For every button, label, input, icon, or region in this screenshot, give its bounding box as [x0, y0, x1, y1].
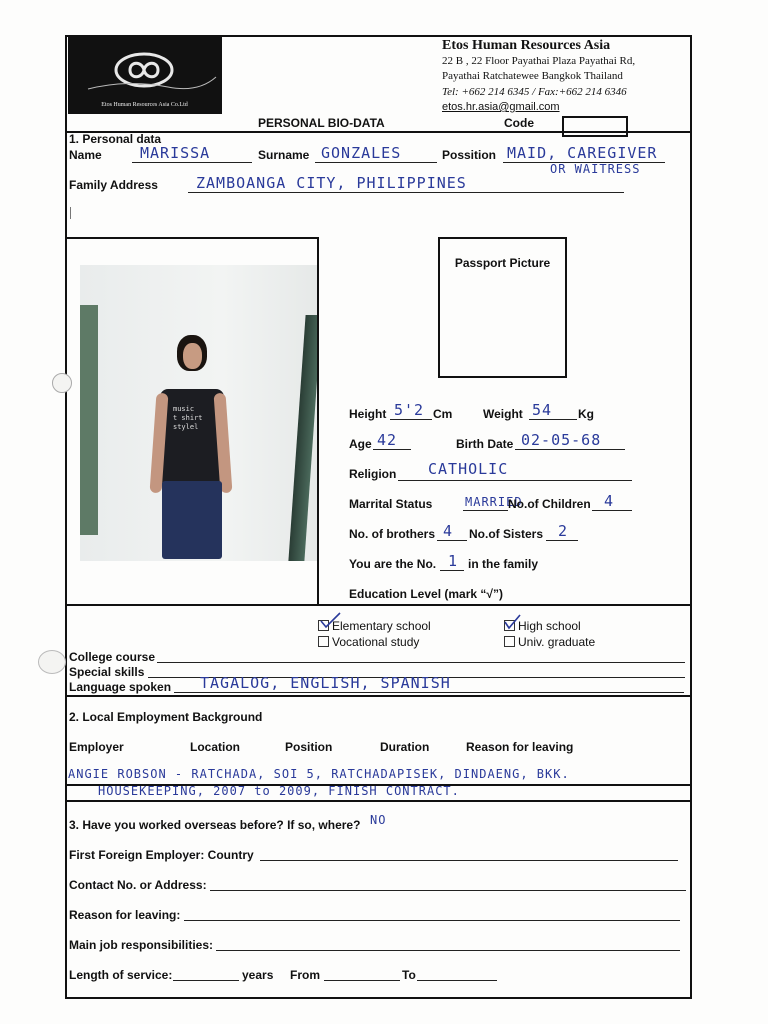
company-email-link[interactable]: etos.hr.asia@gmail.com	[442, 101, 560, 113]
col-duration: Duration	[380, 740, 430, 754]
punch-hole	[52, 373, 72, 393]
company-address-1: 22 B , 22 Floor Payathai Plaza Payathai Rd,	[442, 54, 636, 67]
edu-vocational-label: Vocational study	[332, 635, 420, 649]
name-field[interactable]	[132, 144, 252, 163]
punch-hole	[38, 650, 66, 674]
family-address-value: ZAMBOANGA CITY, PHILIPPINES	[196, 174, 467, 192]
logo-caption: Etos Human Resources Asia Co.Ltd	[101, 102, 188, 108]
brothers-field[interactable]	[437, 522, 467, 541]
section1-heading: 1. Personal data	[69, 132, 162, 146]
col-location: Location	[190, 740, 240, 754]
contact-label: Contact No. or Address:	[69, 878, 207, 892]
from-label: From	[290, 968, 320, 982]
college-course-label: College course	[69, 650, 156, 664]
handwritten-check-icon	[320, 612, 342, 630]
religion-label: Religion	[349, 467, 397, 481]
brothers-label: No. of brothers	[349, 527, 435, 541]
children-field[interactable]	[592, 492, 632, 511]
language-spoken-field[interactable]	[174, 676, 684, 693]
contact-field[interactable]	[210, 875, 686, 891]
handwritten-check-icon	[504, 614, 522, 630]
company-phone: Tel: +662 214 6345 / Fax:+662 214 6346	[442, 85, 627, 98]
height-field[interactable]	[390, 401, 432, 420]
height-unit: Cm	[433, 407, 453, 421]
age-field[interactable]	[373, 431, 411, 450]
language-spoken-label: Language spoken	[69, 680, 172, 694]
position-value-2: OR WAITRESS	[550, 162, 641, 176]
special-skills-label: Special skills	[69, 665, 145, 679]
surname-label: Surname	[258, 148, 310, 162]
brothers-value: 4	[443, 522, 454, 540]
section3-divider	[65, 800, 692, 802]
position-value: MAID, CAREGIVER	[507, 144, 658, 162]
marital-status-label: Marrital Status	[349, 497, 433, 511]
height-label: Height	[349, 407, 387, 421]
code-field[interactable]	[562, 116, 628, 137]
weight-field[interactable]	[529, 401, 577, 420]
applicant-photo	[80, 265, 317, 561]
height-value: 5'2	[394, 401, 425, 419]
birth-date-field[interactable]	[515, 431, 625, 450]
reason-leaving-label: Reason for leaving:	[69, 908, 181, 922]
shirt-text-1: music	[173, 405, 195, 413]
education-divider	[65, 604, 692, 606]
company-name: Etos Human Resources Asia	[442, 38, 611, 53]
years-label: years	[242, 968, 274, 982]
company-header	[442, 38, 635, 116]
length-of-service-label: Length of service:	[69, 968, 173, 982]
education-label: Education Level (mark “√”)	[349, 587, 503, 601]
children-value: 4	[604, 492, 615, 510]
weight-label: Weight	[483, 407, 523, 421]
birth-date-label: Birth Date	[456, 437, 514, 451]
shirt-text-2: t shirt	[173, 414, 203, 422]
employment-entry-2: HOUSEKEEPING, 2007 to 2009, FINISH CONTRACT.	[98, 784, 460, 798]
passport-picture-box[interactable]	[438, 237, 567, 378]
section3-heading: 3. Have you worked overseas before? If so, where?	[69, 818, 361, 832]
religion-value: CATHOLIC	[428, 460, 509, 478]
col-position: Position	[285, 740, 333, 754]
sisters-label: No.of Sisters	[469, 527, 544, 541]
responsibilities-field[interactable]	[216, 935, 680, 951]
surname-field[interactable]	[315, 144, 437, 163]
company-address-2: Payathai Ratchatewee Bangkok Thailand	[442, 70, 623, 82]
birth-date-value: 02-05-68	[521, 431, 602, 449]
infinity-logo-icon	[68, 37, 221, 99]
age-label: Age	[349, 437, 372, 451]
col-reason: Reason for leaving	[466, 740, 574, 754]
religion-field[interactable]	[398, 462, 632, 481]
from-field[interactable]	[324, 966, 400, 981]
text-cursor-mark	[70, 207, 71, 219]
sisters-field[interactable]	[546, 522, 578, 541]
children-label: No.of Children	[508, 497, 591, 511]
family-position-field[interactable]	[440, 552, 464, 571]
company-logo	[68, 37, 222, 114]
marital-status-field[interactable]	[463, 492, 523, 511]
passport-picture-label: Passport Picture	[454, 256, 551, 270]
family-address-field[interactable]	[188, 174, 624, 193]
language-spoken-value: TAGALOG, ENGLISH, SPANISH	[200, 674, 451, 692]
edu-elementary-label: Elementary school	[332, 619, 431, 633]
name-label: Name	[69, 148, 102, 162]
reason-leaving-field[interactable]	[184, 905, 680, 921]
position-field[interactable]	[503, 144, 665, 163]
family-position-prefix: You are the No.	[349, 557, 437, 571]
foreign-employer-field[interactable]	[260, 845, 678, 861]
code-label: Code	[504, 116, 534, 130]
overseas-answer: NO	[370, 813, 387, 827]
name-value: MARISSA	[140, 144, 211, 162]
family-address-label: Family Address	[69, 178, 158, 192]
position-label: Possition	[442, 148, 497, 162]
surname-value: GONZALES	[321, 144, 402, 162]
foreign-employer-label: First Foreign Employer: Country	[69, 848, 254, 862]
shirt-text-3: stylel	[173, 423, 199, 431]
to-field[interactable]	[417, 966, 497, 981]
marital-status-value: MARRIED	[465, 495, 523, 509]
edu-univ-label: Univ. graduate	[518, 635, 596, 649]
col-employer: Employer	[69, 740, 124, 754]
family-position-suffix: in the family	[468, 557, 539, 571]
weight-unit: Kg	[578, 407, 594, 421]
section2-divider	[65, 695, 692, 697]
edu-high-label: High school	[518, 619, 581, 633]
family-position-value: 1	[448, 552, 459, 570]
age-value: 42	[377, 431, 398, 449]
weight-value: 54	[532, 401, 553, 419]
responsibilities-label: Main job responsibilities:	[69, 938, 214, 952]
employment-entry-1: ANGIE ROBSON - RATCHADA, SOI 5, RATCHADAPISEK, DINDAENG, BKK.	[68, 767, 570, 781]
sisters-value: 2	[558, 522, 569, 540]
to-label: To	[402, 968, 416, 982]
section2-heading: 2. Local Employment Background	[69, 710, 263, 724]
length-of-service-field[interactable]	[173, 966, 239, 981]
form-title: PERSONAL BIO-DATA	[258, 116, 385, 130]
